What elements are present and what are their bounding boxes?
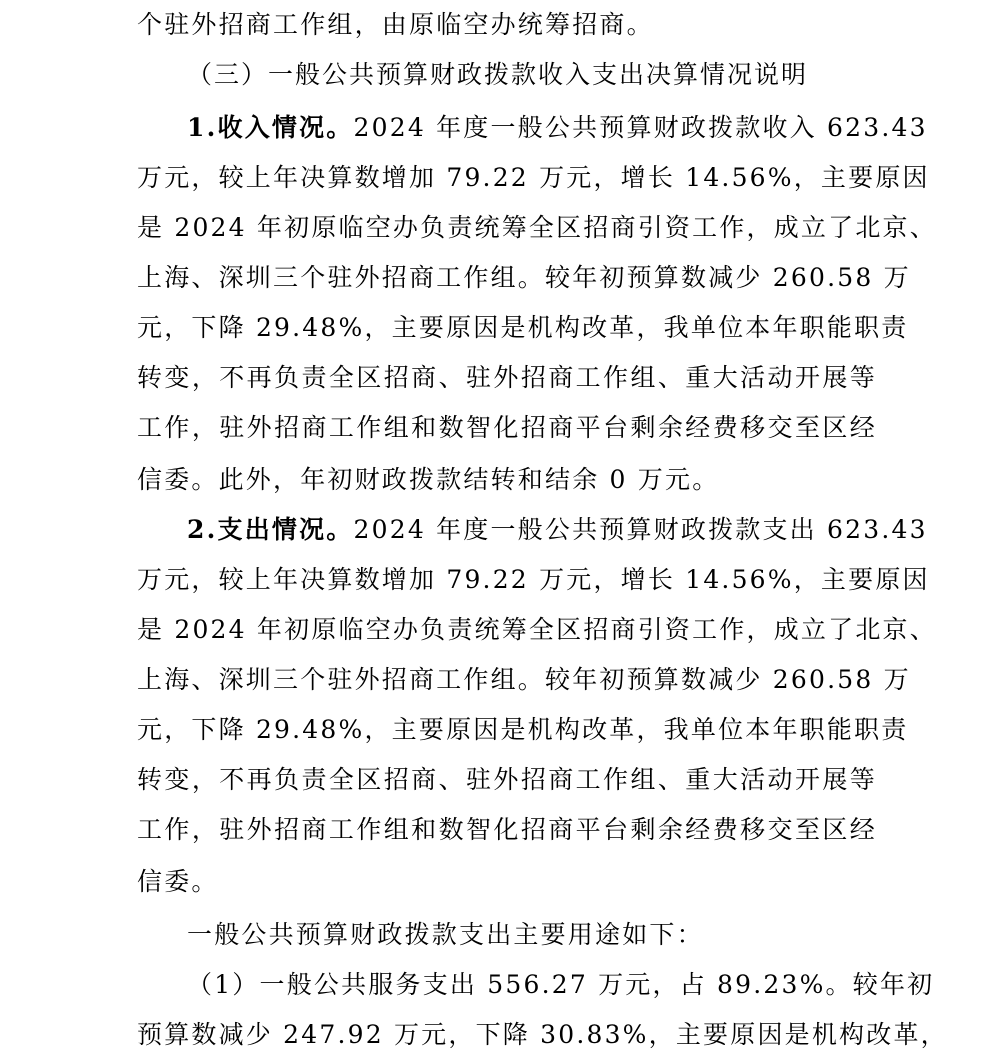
usage-item-line: （1）一般公共服务支出 556.27 万元，占 89.23%。较年初 (187, 970, 935, 999)
usage-item-line: 预算数减少 247.92 万元，下降 30.83%，主要原因是机构改革， (137, 1020, 948, 1049)
paragraph-line-1: 个驻外招商工作组，由原临空办统筹招商。 (137, 10, 654, 39)
paragraph-line: 元，下降 29.48%，主要原因是机构改革，我单位本年职能职责 (137, 313, 909, 342)
paragraph-line: 转变，不再负责全区招商、驻外招商工作组、重大活动开展等 (137, 363, 877, 392)
paragraph-line: 上海、深圳三个驻外招商工作组。较年初预算数减少 260.58 万 (137, 665, 911, 694)
paragraph-line: 是 2024 年初原临空办负责统筹全区招商引资工作，成立了北京、 (137, 213, 937, 242)
paragraph-line: 工作，驻外招商工作组和数智化招商平台剩余经费移交至区经 (137, 815, 877, 844)
expense-heading: 2.支出情况。 (187, 515, 354, 544)
income-text: 2024 年度一般公共预算财政拨款收入 623.43 (353, 113, 928, 142)
income-paragraph-first-line (187, 103, 928, 153)
section-heading: （三）一般公共预算财政拨款收入支出决算情况说明 (187, 60, 809, 89)
paragraph-line: 转变，不再负责全区招商、驻外招商工作组、重大活动开展等 (137, 765, 877, 794)
paragraph-line: 信委。此外，年初财政拨款结转和结余 0 万元。 (137, 465, 720, 494)
paragraph-line: 信委。 (137, 867, 219, 896)
paragraph-line: 万元，较上年决算数增加 79.22 万元，增长 14.56%，主要原因 (137, 163, 930, 192)
paragraph-line: 万元，较上年决算数增加 79.22 万元，增长 14.56%，主要原因 (137, 565, 930, 594)
expense-text: 2024 年度一般公共预算财政拨款支出 623.43 (353, 515, 928, 544)
income-heading: 1.收入情况。 (187, 113, 354, 142)
paragraph-line: 上海、深圳三个驻外招商工作组。较年初预算数减少 260.58 万 (137, 263, 911, 292)
paragraph-line: 是 2024 年初原临空办负责统筹全区招商引资工作，成立了北京、 (137, 615, 937, 644)
paragraph-line: 元，下降 29.48%，主要原因是机构改革，我单位本年职能职责 (137, 715, 909, 744)
paragraph-line: 工作，驻外招商工作组和数智化招商平台剩余经费移交至区经 (137, 413, 877, 442)
usage-intro-line: 一般公共预算财政拨款支出主要用途如下： (187, 920, 704, 949)
expense-paragraph-first-line (187, 505, 928, 555)
